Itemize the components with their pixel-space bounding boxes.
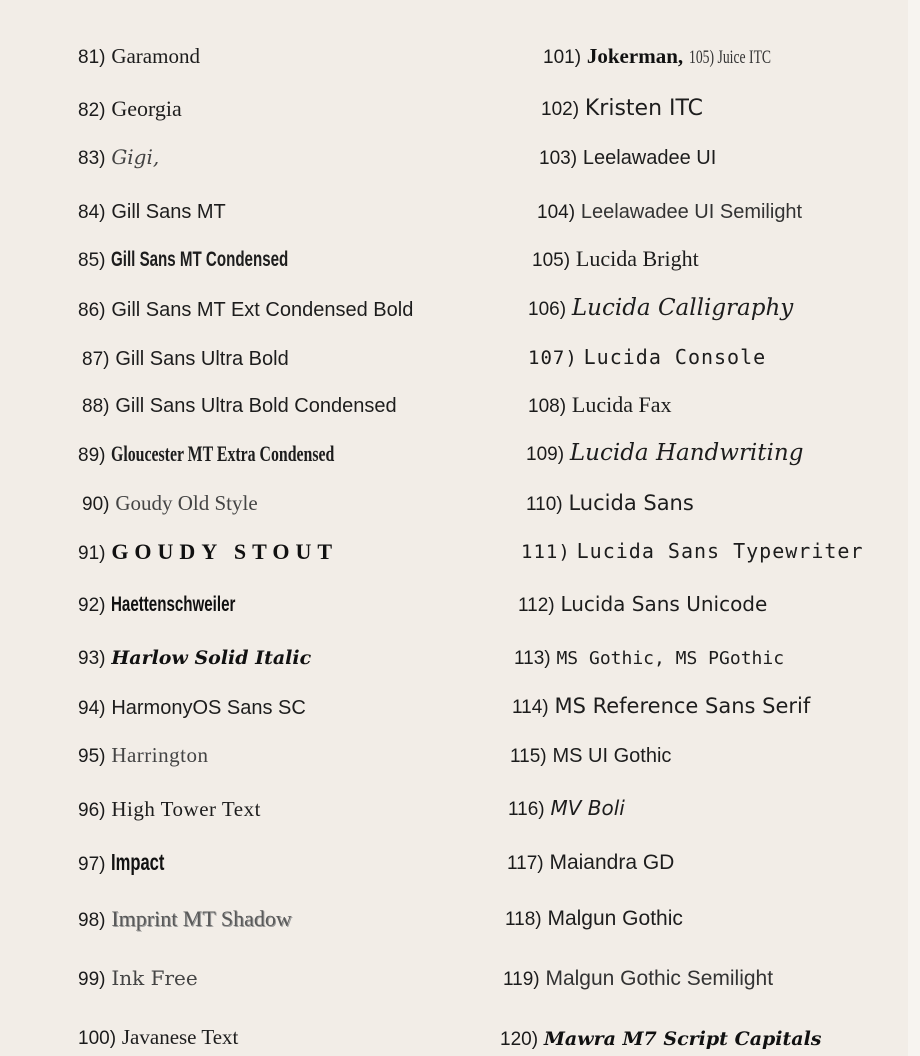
font-name: Lucida Sans Unicode	[560, 592, 768, 616]
font-name: Lucida Sans	[568, 491, 694, 515]
font-entry-101	[543, 46, 803, 67]
font-entry-99	[78, 968, 198, 989]
font-name: Garamond	[111, 44, 200, 68]
font-name: Impact	[111, 849, 165, 875]
entry-number: 100)	[78, 1028, 117, 1049]
entry-number: 87)	[82, 349, 110, 370]
entry-number: 83)	[78, 148, 106, 169]
font-entry-118	[505, 908, 683, 929]
font-name: High Tower Text	[111, 797, 261, 821]
entry-number: 92)	[78, 595, 106, 616]
font-entry-86	[78, 299, 413, 320]
font-name: Lucida Sans Typewriter	[576, 539, 864, 563]
entry-number: 96)	[78, 800, 106, 821]
font-name: HarmonyOS Sans SC	[111, 697, 306, 719]
font-entry-110	[526, 493, 694, 514]
entry-number: 99)	[78, 969, 106, 990]
entry-number: 112)	[518, 595, 555, 616]
font-name: Gill Sans MT Condensed	[111, 248, 289, 271]
entry-number: 120)	[500, 1029, 539, 1050]
entry-number: 116)	[508, 799, 545, 820]
font-entry-103	[539, 147, 716, 168]
entry-number: 102)	[541, 99, 580, 120]
page-edge	[908, 0, 920, 1056]
entry-number: 89)	[78, 445, 106, 466]
font-entry-90	[82, 493, 258, 514]
font-entry-81	[78, 46, 200, 67]
font-name: Maiandra GD	[549, 851, 675, 874]
font-entry-87	[82, 348, 289, 369]
font-name: Gill Sans MT Ext Condensed Bold	[111, 299, 414, 321]
font-name: Ink Free	[111, 966, 198, 990]
entry-number: 91)	[78, 543, 106, 564]
font-entry-112	[518, 594, 767, 615]
entry-number: 119)	[503, 969, 540, 990]
font-entry-113	[514, 647, 784, 668]
font-entry-97	[78, 851, 185, 874]
font-entry-107	[528, 347, 766, 368]
entry-number: 97)	[78, 854, 106, 875]
entry-number: 108)	[528, 396, 567, 417]
entry-number: 98)	[78, 910, 106, 931]
font-name: Mawra M7 Script Capitals	[543, 1028, 822, 1050]
font-name: Imprint MT Shadow	[111, 906, 292, 931]
font-name: Georgia	[111, 96, 182, 121]
entry-number: 101)	[543, 47, 582, 68]
font-entry-105	[532, 248, 699, 270]
entry-number: 86)	[78, 300, 106, 321]
entry-number: 115)	[510, 746, 547, 767]
font-entry-83	[78, 147, 159, 168]
entry-number: 85)	[78, 250, 106, 271]
entry-number: 93)	[78, 648, 106, 669]
entry-number: 95)	[78, 746, 106, 767]
font-entry-108	[528, 394, 671, 416]
entry-number: 111)	[521, 541, 571, 563]
font-name: MS Reference Sans Serif	[554, 694, 811, 718]
font-entry-100	[78, 1027, 238, 1048]
font-name: GOUDY STOUT	[111, 539, 339, 564]
font-name: Javanese Text	[121, 1025, 239, 1049]
font-name: Leelawadee UI	[582, 147, 717, 169]
font-name: Haettenschweiler	[111, 593, 236, 616]
font-name: Harrington	[111, 743, 209, 767]
entry-number: 114)	[512, 697, 549, 718]
font-entry-98	[78, 908, 292, 930]
entry-number: 106)	[528, 299, 567, 320]
font-entry-84	[78, 201, 226, 222]
font-entry-91	[78, 541, 338, 563]
font-name: Gigi,	[111, 145, 160, 169]
font-entry-93	[78, 647, 311, 668]
font-name: MS UI Gothic	[552, 745, 672, 767]
font-entry-116	[508, 798, 625, 819]
font-entry-88	[82, 395, 397, 416]
entry-number: 110)	[526, 494, 563, 515]
font-entry-119	[503, 968, 773, 989]
font-name: Jokerman,	[586, 44, 684, 68]
entry-number: 107)	[528, 347, 578, 369]
font-entry-96	[78, 799, 261, 820]
entry-number: 82)	[78, 100, 106, 121]
font-name: Gill Sans Ultra Bold	[115, 348, 289, 370]
entry-number: 113)	[514, 648, 551, 669]
entry-number: 81)	[78, 47, 106, 68]
entry-number: 117)	[507, 853, 544, 874]
entry-number: 109)	[526, 444, 565, 465]
entry-number: 118)	[505, 909, 542, 930]
entry-number: 90)	[82, 494, 110, 515]
font-entry-102	[541, 98, 703, 120]
entry-number: 103)	[539, 148, 578, 169]
font-entry-117	[507, 852, 674, 873]
font-name: MV Boli	[550, 796, 625, 820]
font-name: Malgun Gothic	[547, 907, 683, 930]
font-name: Lucida Calligraphy	[571, 295, 794, 321]
font-name: Goudy Old Style	[115, 491, 258, 515]
font-entry-82	[78, 98, 182, 120]
font-name: Lucida Fax	[571, 392, 672, 417]
font-entry-115	[510, 745, 671, 766]
font-name: Leelawadee UI Semilight	[580, 201, 803, 223]
font-name-extra: 105) Juice ITC	[688, 47, 772, 68]
font-entry-114	[512, 696, 810, 717]
font-name: Malgun Gothic Semilight	[545, 967, 774, 990]
font-entry-111	[521, 541, 864, 562]
font-entry-120	[500, 1028, 822, 1049]
entry-number: 104)	[537, 202, 576, 223]
entry-number: 84)	[78, 202, 106, 223]
font-entry-92	[78, 594, 284, 615]
font-name: Harlow Solid Italic	[111, 647, 312, 669]
font-entry-89	[78, 443, 422, 465]
font-name: Gloucester MT Extra Condensed	[111, 441, 335, 466]
font-name: Lucida Console	[583, 345, 767, 369]
font-name: Gill Sans MT	[111, 201, 226, 223]
entry-number: 105)	[532, 250, 571, 271]
font-entry-104	[537, 201, 802, 222]
font-name: Gill Sans Ultra Bold Condensed	[115, 395, 397, 417]
font-name: MS Gothic, MS PGothic	[556, 648, 785, 669]
font-entry-94	[78, 697, 306, 718]
font-entry-106	[528, 297, 793, 320]
font-name: Kristen ITC	[584, 96, 704, 121]
font-entry-109	[526, 442, 803, 465]
font-entry-85	[78, 249, 358, 270]
entry-number: 88)	[82, 396, 110, 417]
entry-number: 94)	[78, 698, 106, 719]
font-name: Lucida Handwriting	[569, 440, 804, 466]
font-entry-95	[78, 745, 208, 766]
font-name: Lucida Bright	[575, 246, 699, 271]
